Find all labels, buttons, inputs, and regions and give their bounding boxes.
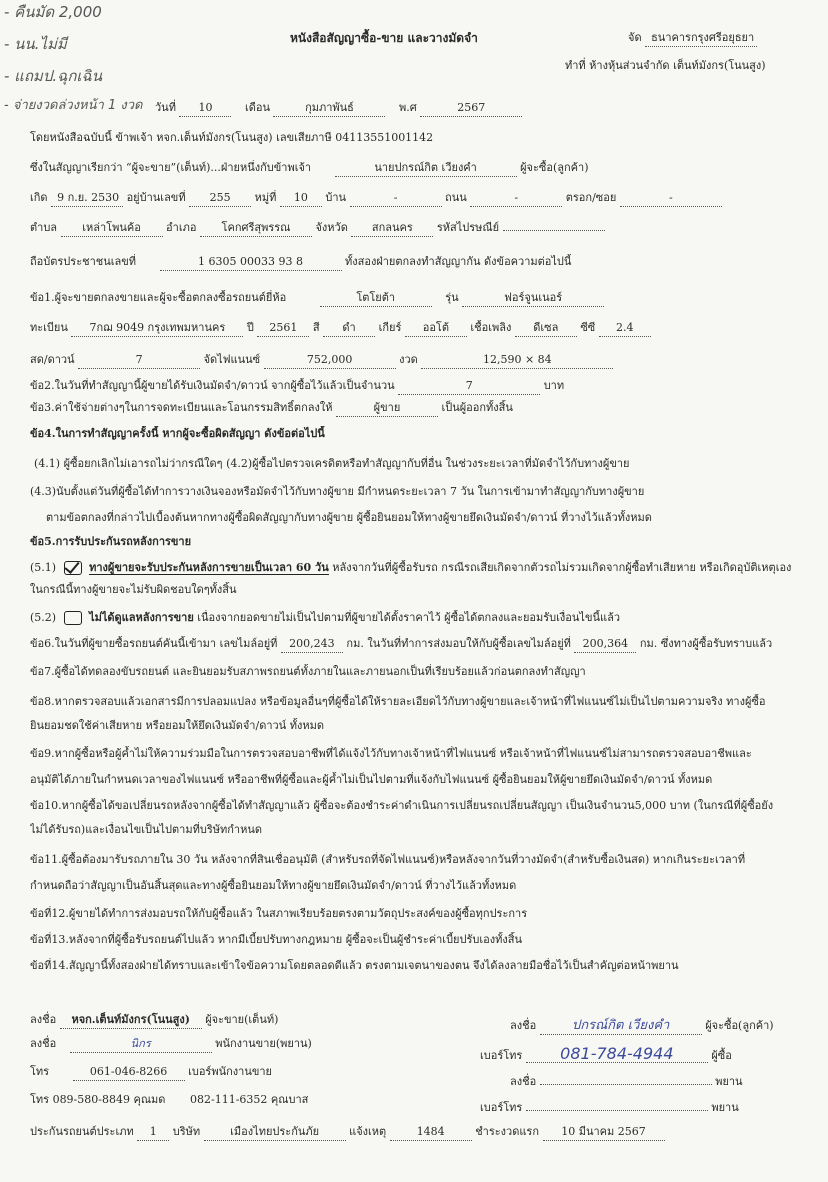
buyer-prefix: ซึ่งในสัญญาเรียกว่า “ผู้จะขาย”(เต็นท์)...ฝ่ายหนึ่งกับข้าพเจ้า xyxy=(30,161,312,174)
deposit-unit: บาท xyxy=(543,379,565,392)
first-pay-date: 10 มีนาคม 2567 xyxy=(543,1124,665,1141)
clause-6-suffix: กม. ซึ่งทางผู้ซื้อรับทราบแล้ว xyxy=(639,637,773,650)
first-pay-label: ชำระงวดแรก xyxy=(475,1125,539,1138)
clause-5-1-label: (5.1) xyxy=(30,561,57,574)
deposit-amount: 7 xyxy=(398,378,540,395)
clause-3-prefix: ข้อ3.ค่าใช้จ่ายต่างๆในการจดทะเบียนและโอนกรรมสิทธิ์ตกลงให้ xyxy=(30,401,333,414)
zip-label: รหัสไปรษณีย์ xyxy=(436,221,500,234)
month-label: เดือน xyxy=(244,101,270,114)
staff-phone-line xyxy=(30,1064,272,1081)
clause-14: ข้อที่14.สัญญานี้ทั้งสองฝ่ายได้ทราบและเข้าใจข้อความโดยตลอดดีแล้ว ตรงตามเจตนาของตน จึงได้ลงลายมือชื่อไว้เป็นสำคัญต่อหน้าพยาน xyxy=(30,959,679,972)
staff-signature-line xyxy=(30,1036,312,1053)
road-label: ถนน xyxy=(445,191,467,204)
buyer-signature-line xyxy=(510,1018,774,1035)
clause-12: ข้อที่12.ผู้ขายได้ทำการส่งมอบรถให้กับผู้ซื้อแล้ว ในสภาพเรียบร้อยตรงตามวัตถุประสงค์ของผู้ซื้อทุกประการ xyxy=(30,907,528,920)
document-title: หนังสือสัญญาซื้อ-ขาย และวางมัดจำ xyxy=(290,31,478,45)
color-label: สี xyxy=(312,321,320,334)
down-value: 7 xyxy=(78,352,200,369)
handwritten-note-1: - คืนมัด 2,000 xyxy=(4,3,102,21)
finance-value: ธนาคารกรุงศรีอยุธยา xyxy=(645,30,757,47)
plate-label: ทะเบียน xyxy=(30,321,68,334)
sign-label: ลงชื่อ xyxy=(30,1037,57,1050)
price-line xyxy=(30,352,808,369)
gear-label: เกียร์ xyxy=(378,321,402,334)
insurance-type: 1 xyxy=(137,1124,169,1141)
finance-amount: 752,000 xyxy=(264,352,396,369)
clause-4-1: (4.1) ผู้ซื้อยกเลิกไม่เอารถไม่ว่ากรณีใดๆ (4.2)ผู้ซื้อไปตรวจเครดิตหรือทำสัญญากับที่อื่น ในช่วงระยะเวลาที่มัดจำไว้กับทางผู้ขาย xyxy=(34,457,630,470)
buyer-name: นายปกรณ์กิต เวียงคำ xyxy=(335,160,517,177)
clause-6 xyxy=(30,636,808,653)
date-day: 10 xyxy=(179,100,231,117)
sign-label: ลงชื่อ xyxy=(30,1013,57,1026)
clause-4-3a: (4.3)นับตั้งแต่วันที่ผู้ซื้อได้ทำการวางเงินจองหรือมัดจำไว้กับทางผู้ขาย มีกำหนดระยะเวลา 7 วัน ในการเข้ามาทำสัญญากับทางผู้ขาย xyxy=(30,485,645,498)
no-warranty-label: ไม่ได้ดูแลหลังการขาย xyxy=(89,611,194,624)
handwritten-note-4: - จ่ายงวดล่วงหน้า 1 งวด xyxy=(4,98,143,113)
clause-1-line xyxy=(30,290,808,307)
fee-payer: ผู้ขาย xyxy=(336,400,438,417)
insurance-company: เมืองไทยประกันภัย xyxy=(204,1124,346,1141)
seller-line: โดยหนังสือฉบับนี้ ข้าพเจ้า หจก.เต็นท์มังกร(โนนสูง) เลขเสียภาษี 04113551001142 xyxy=(30,131,434,144)
date-year: 2567 xyxy=(420,100,522,117)
village-label: บ้าน xyxy=(325,191,347,204)
clause-11b: กำหนดถือว่าสัญญาเป็นอันสิ้นสุดและทางผู้ซื้อยินยอมให้ทางผู้ขายยึดเงินมัดจำ/ดาวน์ ที่วางไว้แล้วทั้งหมด xyxy=(30,879,517,892)
house-label: อยู่บ้านเลขที่ xyxy=(126,191,186,204)
address-line-2 xyxy=(30,220,808,237)
car-gear: ออโต้ xyxy=(405,320,467,337)
clause-5-2-label: (5.2) xyxy=(30,611,57,624)
warranty-60-days: ทางผู้ขายจะรับประกันหลังการขายเป็นเวลา 60 วัน xyxy=(89,561,329,574)
contract-place: ทำที่ ห้างหุ้นส่วนจำกัด เต็นท์มังกร(โนนสูง) xyxy=(565,59,766,72)
buyer-phone-role: ผู้ซื้อ xyxy=(711,1049,732,1062)
handwritten-note-3: - แถมป.ฉุกเฉิน xyxy=(4,67,103,85)
staff-phone-role: เบอร์พนักงานขาย xyxy=(188,1065,272,1078)
checkbox-no-warranty[interactable] xyxy=(64,611,82,625)
car-fuel: ดีเซล xyxy=(515,320,577,337)
finance-amount-label: จัดไฟแนนซ์ xyxy=(203,353,261,366)
clause-5-2-rest: เนื่องจากยอดขายไม่เป็นไปตามที่ผู้ขายได้ตั้งราคาไว้ ผู้ซื้อได้ตกลงและยอมรับเงื่อนไขนี้แล้ว xyxy=(197,611,621,624)
province-label: จังหวัด xyxy=(315,221,348,234)
amphoe-label: อำเภอ xyxy=(166,221,197,234)
clause-13: ข้อที่13.หลังจากที่ผู้ซื้อรับรถยนต์ไปแล้ว หากมีเบี้ยปรับทางกฎหมาย ผู้ซื้อจะเป็นผู้ชำระค่าเบี้ยปรับเองทั้งสิ้น xyxy=(30,933,522,946)
installment-label: งวด xyxy=(399,353,418,366)
zip-value xyxy=(503,230,605,231)
date-month: กุมภาพันธ์ xyxy=(273,100,385,117)
car-plate: 7กฌ 9049 กรุงเทพมหานคร xyxy=(71,320,243,337)
seller-role: ผู้จะขาย(เต็นท์) xyxy=(205,1013,279,1026)
buyer-role: ผู้จะซื้อ(ลูกค้า) xyxy=(705,1019,774,1032)
born-label: เกิด xyxy=(30,191,48,204)
buyer-phone-line xyxy=(480,1046,732,1064)
born-value: 9 ก.ย. 2530 xyxy=(51,190,123,207)
clause-11a: ข้อ11.ผู้ซื้อต้องมารับรถภายใน 30 วัน หลังจากที่สินเชื่ออนุมัติ (สำหรับรถที่จัดไฟแนนซ์)หรือหลังจากวันที่วางมัดจำ(สำหรับซื้อเงินสด) หากเกินระยะเวลาที่ xyxy=(30,853,746,866)
soi-label: ตรอก/ซอย xyxy=(565,191,617,204)
village-value: - xyxy=(350,190,442,207)
clause-10b: ไม่ได้รับรถ)และเงื่อนไขเป็นไปตามที่บริษัทกำหนด xyxy=(30,823,262,836)
down-label: สด/ดาวน์ xyxy=(30,353,75,366)
buyer-line xyxy=(30,160,808,177)
clause-3 xyxy=(30,400,808,417)
clause-5-1b: ในกรณีนี้ทางผู้ขายจะไม่รับผิดชอบใดๆทั้งสิ้น xyxy=(30,583,237,596)
clause-2-prefix: ข้อ2.ในวันที่ทำสัญญานี้ผู้ขายได้รับเงินมัดจำ/ดาวน์ จากผู้ซื้อไว้แล้วเป็นจำนวน xyxy=(30,379,395,392)
cc-label: ซีซี xyxy=(580,321,596,334)
installment-value: 12,590 × 84 xyxy=(421,352,613,369)
tambon-label: ตำบล xyxy=(30,221,58,234)
sign-label: ลงชื่อ xyxy=(510,1075,537,1088)
clause-10a: ข้อ10.หากผู้ซื้อได้ขอเปลี่ยนรถหลังจากผู้ซื้อได้ทำสัญญาแล้ว ผู้ซื้อจะต้องชำระค่าดำเนินการเปลี่ยนรถเปลี่ยนสัญญา เป็นเงินจำนวน5,000 บาท (ในกรณีที่ผู้ซื้อยัง xyxy=(30,799,774,812)
witness-role-2: พยาน xyxy=(711,1101,739,1114)
mileage-out: 200,364 xyxy=(574,636,636,653)
clause-8b: ยินยอมชดใช้ค่าเสียหาย หรือยอมให้ยึดเงินมัดจำ/ดาวน์ ทั้งหมด xyxy=(30,719,324,732)
road-value: - xyxy=(470,190,562,207)
moo-label: หมู่ที่ xyxy=(254,191,277,204)
car-plate-line xyxy=(30,320,808,337)
phone-label: โทร xyxy=(30,1065,50,1078)
insurance-line xyxy=(30,1124,665,1141)
car-color: ดำ xyxy=(323,320,375,337)
buyer-phone: 081-784-4944 xyxy=(526,1046,708,1063)
clause-5-1 xyxy=(30,560,808,576)
car-year-label: ปี xyxy=(246,321,254,334)
claim-number: 1484 xyxy=(390,1124,472,1141)
id-number: 1 6305 00033 93 8 xyxy=(160,254,342,271)
clause-5-title: ข้อ5.การรับประกันรถหลังการขาย xyxy=(30,535,192,548)
car-brand: โตโยต้า xyxy=(320,290,432,307)
province-value: สกลนคร xyxy=(351,220,433,237)
checkbox-warranty-checked[interactable] xyxy=(64,561,82,575)
insurance-company-label: บริษัท xyxy=(172,1125,201,1138)
seller-signature: หจก.เต็นท์มังกร(โนนสูง) xyxy=(60,1012,202,1029)
date-label: วันที่ xyxy=(155,101,176,114)
model-label: รุ่น xyxy=(445,291,459,304)
clause-8a: ข้อ8.หากตรวจสอบแล้วเอกสารมีการปลอมแปลง หรือข้อมูลอื่นๆที่ผู้ซื้อได้ให้รายละเอียดไว้กับทางผู้ขายและเจ้าหน้าที่ไฟแนนซ์ไม่เป็นไปตามความจริง ทางผู้ซื้อ xyxy=(30,695,766,708)
clause-5-1-rest: หลังจากวันที่ผู้ซื้อรับรถ กรณีรถเสียเกิดจากตัวรถไม่รวมเกิดจากผู้ซื้อทำเสียหาย หรือเกิดอุบัติเหตุเอง xyxy=(332,561,792,574)
manager-phone-1: โทร 089-580-8849 คุณมด xyxy=(30,1093,166,1106)
finance-line xyxy=(628,30,757,47)
address-line-1 xyxy=(30,190,808,207)
clause-9b: อนุมัติได้ภายในกำหนดเวลาของไฟแนนซ์ หรืออาชีพที่ผู้ซื้อและผู้ค้ำไม่เป็นไปตามที่แจ้งกับไฟแนนซ์ ผู้ซื้อยินยอมให้ผู้ขายยึดเงินมัดจำ/ดาวน์ ทั้งหมด xyxy=(30,773,713,786)
clause-5-2 xyxy=(30,610,808,626)
car-year: 2561 xyxy=(257,320,309,337)
clause-2 xyxy=(30,378,808,395)
mileage-in: 200,243 xyxy=(281,636,343,653)
claim-label: แจ้งเหตุ xyxy=(349,1125,387,1138)
witness-role: พยาน xyxy=(715,1075,743,1088)
moo-value: 10 xyxy=(280,190,322,207)
clause-1-prefix: ข้อ1.ผู้จะขายตกลงขายและผู้จะซื้อตกลงซื้อรถยนต์ยี่ห้อ xyxy=(30,291,287,304)
witness-phone-label: เบอร์โทร xyxy=(480,1101,523,1114)
clause-4-3b: ตามข้อตกลงที่กล่าวไปเบื้องต้นหากทางผู้ซื้อผิดสัญญากับทางผู้ขาย ผู้ซื้อยินยอมให้ทางผู้ขายยึดเงินมัดจำ/ดาวน์ ที่วางไว้แล้วทั้งหมด xyxy=(46,511,652,524)
amphoe-value: โคกศรีสุพรรณ xyxy=(200,220,312,237)
id-line xyxy=(30,254,808,271)
buyer-phone-label: เบอร์โทร xyxy=(480,1049,523,1062)
staff-signature: นิกร xyxy=(70,1036,212,1053)
witness-signature-line xyxy=(510,1074,743,1090)
house-no: 255 xyxy=(189,190,251,207)
contract-date xyxy=(155,100,522,117)
staff-phone: 061-046-8266 xyxy=(73,1064,185,1081)
clause-7: ข้อ7.ผู้ซื้อได้ทดลองขับรถยนต์ และยินยอมรับสภาพรถยนต์ทั้งภายในและภายนอกเป็นที่เรียบร้อยแล้วก่อนตกลงทำสัญญา xyxy=(30,665,586,678)
clause-4-title: ข้อ4.ในการทำสัญญาครั้งนี้ หากผู้จะซื้อผิดสัญญา ดังข้อต่อไปนี้ xyxy=(30,427,325,440)
tambon-value: เหล่าโพนค้อ xyxy=(61,220,163,237)
car-cc: 2.4 xyxy=(599,320,651,337)
buyer-signature: ปกรณ์กิต เวียงคำ xyxy=(540,1018,702,1035)
witness-phone-line xyxy=(480,1100,739,1116)
clause-6-mid: กม. ในวันที่ทำการส่งมอบให้กับผู้ซื้อเลขไมล์อยู่ที่ xyxy=(346,637,571,650)
id-suffix: ทั้งสองฝ่ายตกลงทำสัญญากัน ดังข้อความต่อไปนี้ xyxy=(345,255,572,268)
manager-phone-2: 082-111-6352 คุณบาส xyxy=(190,1093,309,1106)
staff-role: พนักงานขาย(พยาน) xyxy=(215,1037,312,1050)
clause-6-prefix: ข้อ6.ในวันที่ผู้ขายซื้อรถยนต์คันนี้เข้ามา เลขไมล์อยู่ที่ xyxy=(30,637,278,650)
soi-value: - xyxy=(620,190,722,207)
sign-label: ลงชื่อ xyxy=(510,1019,537,1032)
year-label: พ.ศ xyxy=(398,101,417,114)
car-model: ฟอร์จูนเนอร์ xyxy=(462,290,604,307)
finance-label: จัด xyxy=(628,31,642,44)
clause-9a: ข้อ9.หากผู้ซื้อหรือผู้ค้ำไม่ให้ความร่วมมือในการตรวจสอบอาชีพที่ได้แจ้งไว้กับทางเจ้าหน้าที่ไฟแนนซ์ หรือเจ้าหน้าที่ไฟแนนซ์ไม่สามารถตรวจสอบอาชีพและ xyxy=(30,747,752,760)
buyer-suffix: ผู้จะซื้อ(ลูกค้า) xyxy=(520,161,589,174)
id-label: ถือบัตรประชาชนเลขที่ xyxy=(30,255,136,268)
fuel-label: เชื้อเพลิง xyxy=(470,321,512,334)
insurance-type-label: ประกันรถยนต์ประเภท xyxy=(30,1125,134,1138)
handwritten-note-2: - นน.ไม่มี xyxy=(4,35,67,53)
seller-signature-line xyxy=(30,1012,278,1029)
clause-3-suffix: เป็นผู้ออกทั้งสิ้น xyxy=(441,401,513,414)
